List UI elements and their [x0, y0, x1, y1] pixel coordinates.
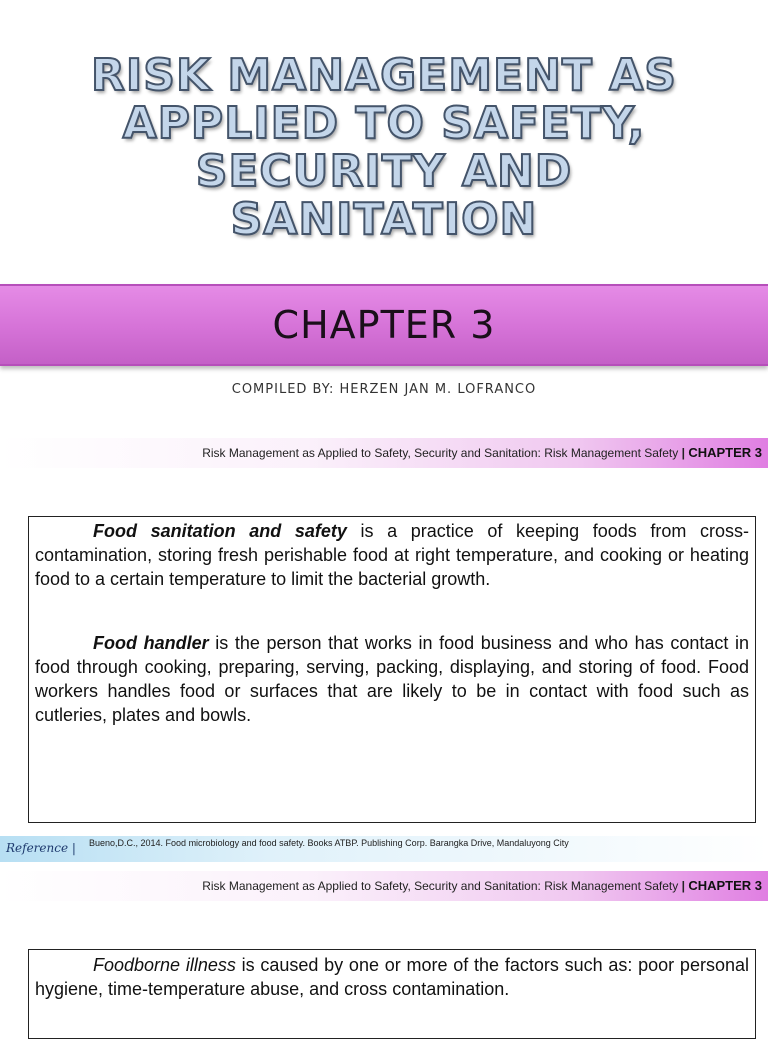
paragraph-food-handler — [35, 631, 749, 727]
document-title — [0, 52, 768, 244]
header-chapter: CHAPTER 3 — [688, 445, 762, 460]
title-line-2: APPLIED TO SAFETY, — [122, 98, 646, 149]
header-separator: | — [681, 446, 685, 460]
compiled-by: COMPILED BY: HERZEN JAN M. LOFRANCO — [231, 382, 537, 397]
page-header-1 — [0, 438, 768, 468]
term-food-handler: Food handler — [93, 633, 209, 653]
definition-foodborne-illness: is caused by one or more of the factors such as: poor personal hygiene, time-temperature abuse, and cross contamination. — [35, 955, 749, 999]
header-text: Risk Management as Applied to Safety, Security and Sanitation: Risk Management Safety — [202, 879, 679, 893]
term-food-sanitation: Food sanitation and safety — [93, 521, 347, 541]
header-text: Risk Management as Applied to Safety, Security and Sanitation: Risk Management Safety — [202, 446, 679, 460]
content-box-1 — [28, 516, 756, 823]
definition-food-handler: is the person that works in food business and who has contact in food through cooking, preparing, serving, packing, displaying, and storing of food. Food workers handles food or surfaces that are likely to be in contact with food such as cutleries, plates and bowls. — [35, 633, 749, 725]
definition-food-sanitation: is a practice of keeping foods from cross-contamination, storing fresh perishable food at right temperature, and cooking or heating food to a certain temperature to limit the bacterial growth. — [35, 521, 749, 589]
chapter-label: CHAPTER 3 — [272, 303, 496, 347]
reference-bar — [0, 836, 768, 862]
title-line-1: RISK MANAGEMENT AS — [91, 50, 677, 101]
header-chapter: CHAPTER 3 — [688, 878, 762, 893]
reference-citation: Bueno,D.C., 2014. Food microbiology and food safety. Books ATBP. Publishing Corp. Barangka Drive, Mandaluyong City — [89, 838, 569, 848]
title-line-4: SANITATION — [230, 194, 538, 245]
header-separator: | — [681, 879, 685, 893]
chapter-banner — [0, 284, 768, 366]
paragraph-food-sanitation — [35, 519, 749, 591]
title-line-3: SECURITY AND — [195, 146, 573, 197]
page-header-2 — [0, 871, 768, 901]
paragraph-foodborne-illness — [35, 953, 749, 1001]
content-box-2 — [28, 949, 756, 1039]
reference-label: Reference | — [6, 841, 76, 855]
term-foodborne-illness: Foodborne illness — [93, 955, 236, 975]
